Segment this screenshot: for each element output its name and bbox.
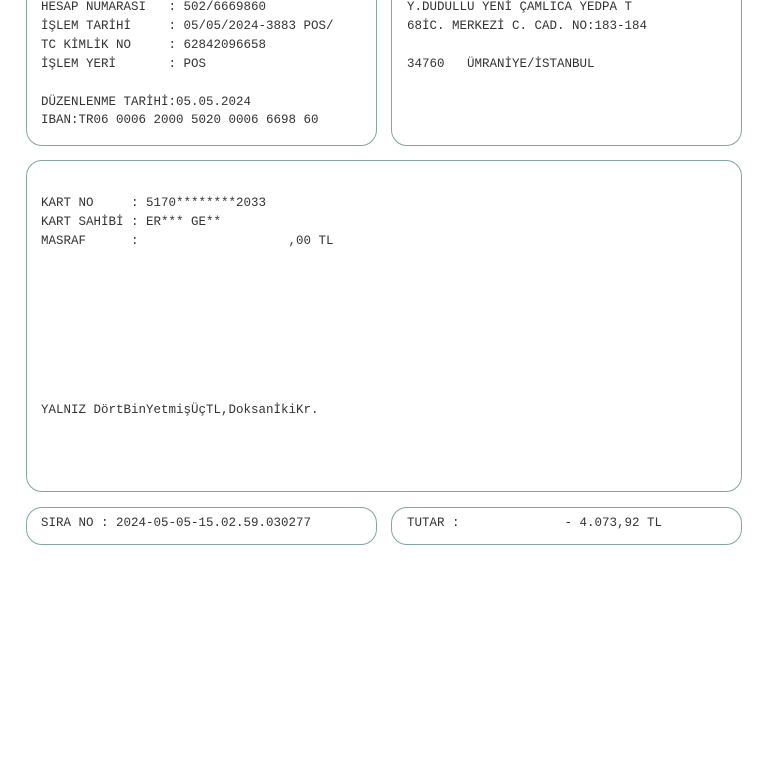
tc-id-line: TC KİMLİK NO : 62842096658 [41, 38, 267, 52]
address-line-2: 68İC. MERKEZİ C. CAD. NO:183-184 [407, 19, 648, 33]
issue-date-line: DÜZENLENME TARİHİ:05.05.2024 [41, 95, 252, 109]
card-holder-line: KART SAHİBİ : ER*** GE** [41, 215, 222, 229]
transaction-date-line: İŞLEM TARİHİ : 05/05/2024-3883 POS/ [41, 19, 334, 33]
total-amount: TUTAR : - 4.073,92 TL [407, 516, 663, 530]
account-number-line: HESAP NUMARASI : 502/6669860 [41, 0, 267, 14]
amount-in-words: YALNIZ DörtBinYetmişÜçTL,DoksanİkiKr. [41, 403, 319, 417]
fee-line: MASRAF : ,00 TL [41, 234, 334, 248]
address-line-1: Y.DUDULLU YENİ ÇAMLICA YEDPA T [407, 0, 633, 14]
transaction-place-line: İŞLEM YERİ : POS [41, 57, 207, 71]
address-postal-line: 34760 ÜMRANİYE/İSTANBUL [407, 57, 595, 71]
iban-line: IBAN:TR06 0006 2000 5020 0006 6698 60 [41, 113, 319, 127]
sequence-number: SIRA NO : 2024-05-05-15.02.59.030277 [41, 516, 312, 530]
card-number-line: KART NO : 5170********2033 [41, 196, 267, 210]
